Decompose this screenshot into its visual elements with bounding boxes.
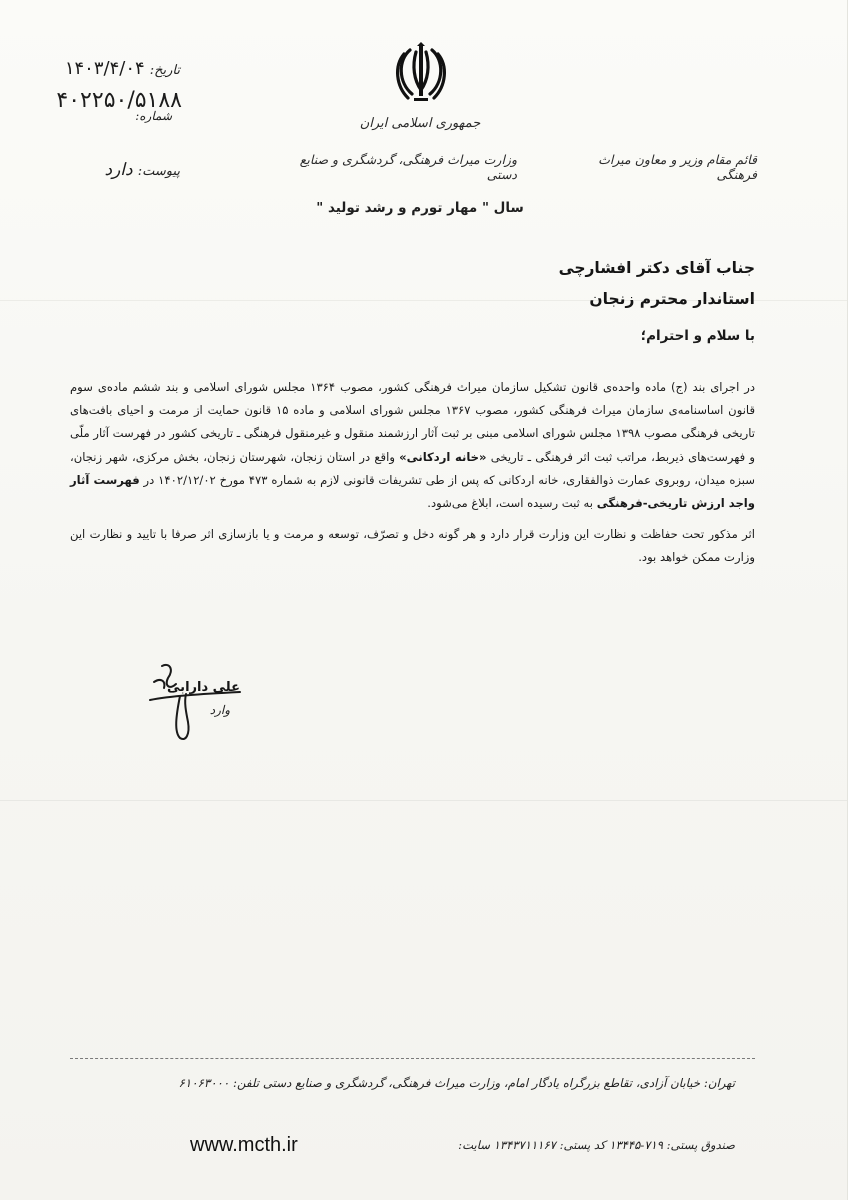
- greeting: با سلام و احترام؛: [640, 328, 755, 344]
- recipient-name: جناب آقای دکتر افشارچی: [558, 259, 755, 277]
- monument-name: «خانه اردکانی»: [399, 449, 487, 464]
- attachment-label: پیوست:: [137, 164, 180, 179]
- handwritten-signature-icon: [140, 656, 260, 746]
- footer-address: تهران: خیابان آزادی، تقاطع بزرگراه یادگار امام، وزارت میراث فرهنگی، گردشگری و صنایع دستی تلفن: ۶۱۰۶۳۰۰۰: [178, 1076, 735, 1090]
- number-label: شماره:: [135, 109, 172, 123]
- date-value: ۱۴۰۳/۴/۰۴: [64, 58, 145, 79]
- year-slogan: سال " مهار تورم و رشد تولید ": [316, 200, 524, 216]
- deputy-title: قائم مقام وزیر و معاون میراث فرهنگی: [598, 152, 757, 182]
- date-label: تاریخ:: [149, 63, 180, 78]
- body-text-segment: به ثبت رسیده است، ابلاغ می‌شود.: [427, 496, 597, 511]
- date-field: [40, 58, 180, 79]
- signatory-name: علی دارابی: [167, 680, 240, 695]
- recipient-title: استاندار محترم زنجان: [589, 290, 755, 308]
- ministry-name: وزارت میراث فرهنگی، گردشگری و صنایع دستی: [299, 152, 517, 182]
- footer-pobox: صندوق پستی: ۷۱۹-۱۳۴۴۵ کد پستی: ۱۳۴۳۷۱۱۱۶۷ سایت:: [458, 1138, 735, 1152]
- signatory-title: وارد: [209, 703, 230, 717]
- body-paragraph-2: اثر مذکور تحت حفاظت و نظارت این وزارت قرار دارد و هر گونه دخل و تصرّف، توسعه و مرمت و یا بازسازی اثر صرفا با تایید و نظارت این وزارت ممکن خواهد بود.: [70, 527, 755, 565]
- letter-body: [70, 376, 755, 570]
- registry-list-name: فهرست آثار واجد ارزش تاریخی-فرهنگی: [70, 472, 755, 511]
- footer-divider: [70, 1058, 755, 1059]
- attachment-field: [70, 160, 180, 180]
- number-field: [4, 88, 182, 123]
- number-value: ۴۰۲۲۵۰/۵۱۸۸: [56, 88, 182, 113]
- body-text-segment: واقع در استان زنجان، شهرستان زنجان، بخش مرکزی، شهر زنجان، سبزه میدان، روبروی عمارت ذوالفقاری، خانه اردکانی که پس از طی تشریفات قانونی لازم به شماره ۴۷۳ مورخ ۱۴۰۲/۱۲/۰۲ در: [70, 449, 755, 487]
- body-paragraph-1: [70, 376, 755, 515]
- website-link[interactable]: www.mcth.ir: [190, 1134, 298, 1156]
- state-name: جمهوری اسلامی ایران: [359, 116, 481, 131]
- body-text-segment: در اجرای بند (ج) ماده واحده‌ی قانون تشکیل سازمان میراث فرهنگی کشور، مصوب ۱۳۶۴ مجلس شورای اسلامی و بند ششم ماده‌ی سوم قانون اساسنامه‌ی سازمان میراث فرهنگی کشور، مصوب ۱۳۶۷ مجلس شورای اسلامی و ماده ۱۵ قانون حمایت از مرمت و احیای بافت‌های تاریخی فرهنگی مصوب ۱۳۹۸ مجلس شورای اسلامی مبنی بر ثبت آثار ارزشمند منقول و غیرمنقول فرهنگی ـ تاریخی کشور در فهرست آثار ملّی و فهرست‌های ذیربط، مراتب ثبت اثر فرهنگی ـ تاریخی: [70, 380, 756, 464]
- iran-emblem-icon: [392, 42, 450, 104]
- attachment-value: دارد: [104, 160, 133, 180]
